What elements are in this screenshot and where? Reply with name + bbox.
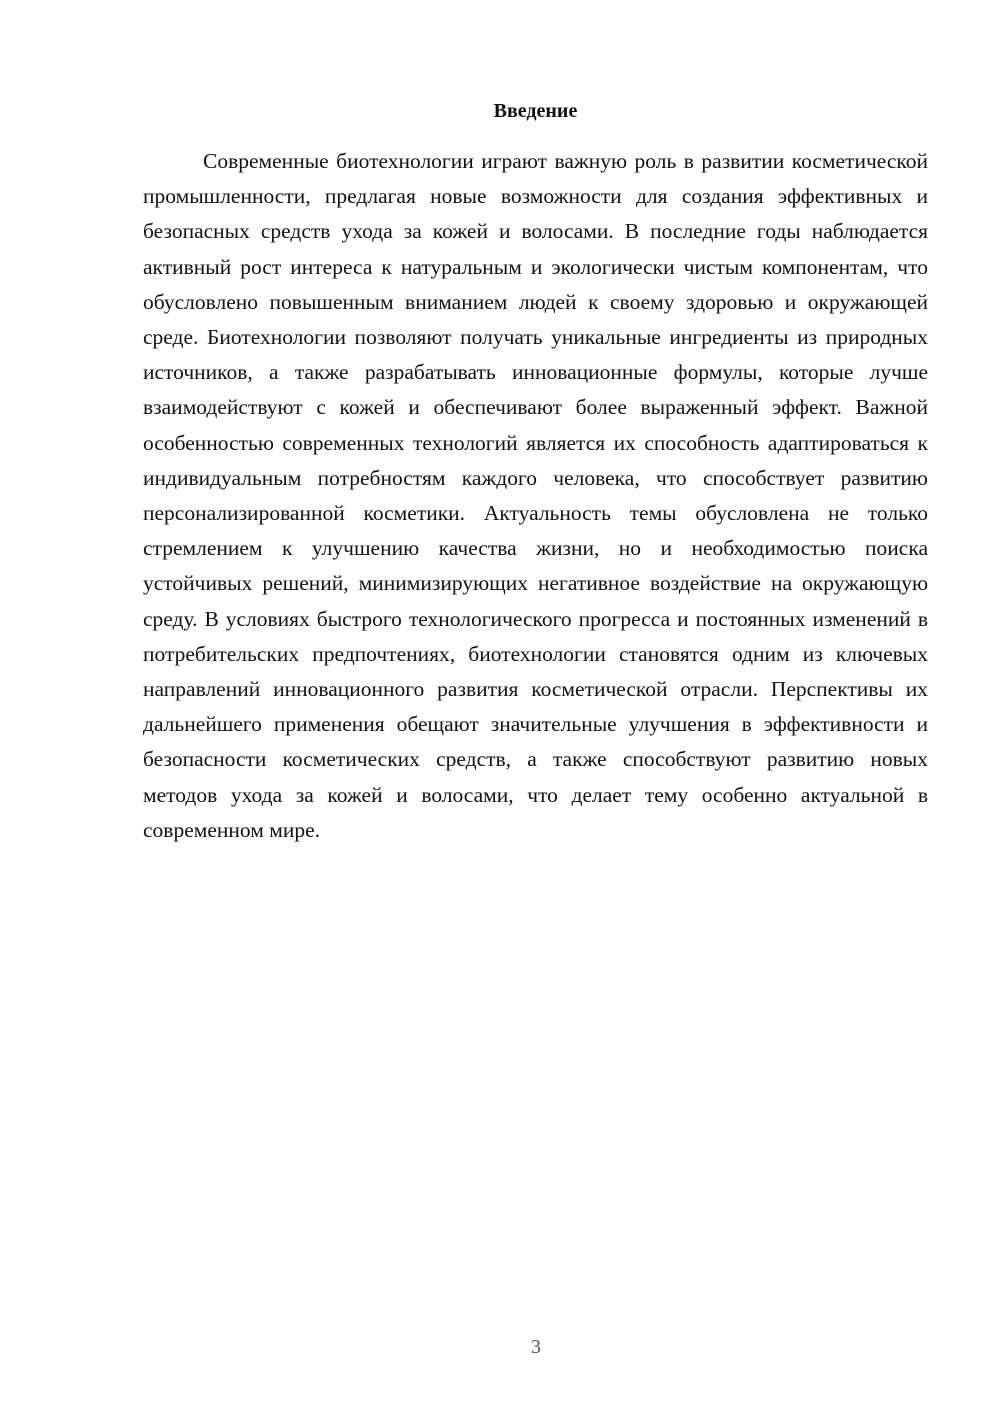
body-paragraph: Современные биотехнологии играют важную роль в развитии косметической промышленности, предлагая новые возможности для создания эффективных и безопасных средств ухода за кожей и волосами. В последние годы наблюдается активный рост интереса к натуральным и экологически чистым компонентам, что обусловлено повышенным вниманием людей к своему здоровью и окружающей среде. Биотехнологии позволяют получать уникальные ингредиенты из природных источников, а также разрабатывать инновационные формулы, которые лучше взаимодействуют с кожей и обеспечивают более выраженный эффект. Важной особенностью современных технологий является их способность адаптироваться к индивидуальным потребностям каждого человека, что способствует развитию персонализированной косметики. Актуальность темы обусловлена не только стремлением к улучшению качества жизни, но и необходимостью поиска устойчивых решений, минимизирующих негативное воздействие на окружающую среду. В условиях быстрого технологического прогресса и постоянных изменений в потребительских предпочтениях, биотехнологии становятся одним из ключевых направлений инновационного развития косметической отрасли. Перспективы их дальнейшего применения обещают значительные улучшения в эффективности и безопасности косметических средств, а также способствуют развитию новых методов ухода за кожей и волосами, что делает тему особенно актуальной в современном мире. [143,149,928,842]
section-heading: Введение [493,100,578,122]
page-number: 3 [531,1336,541,1358]
